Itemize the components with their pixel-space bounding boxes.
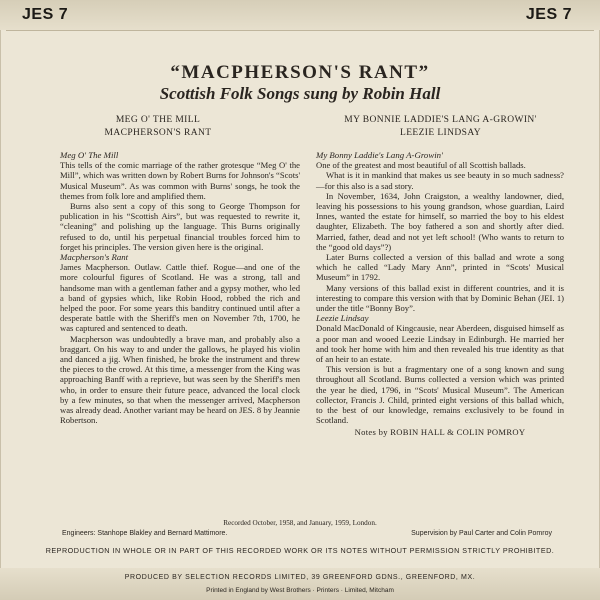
song-list-left — [58, 114, 258, 140]
producer-info: PRODUCED BY SELECTION RECORDS LIMITED, 39 GREENFORD GDNS., GREENFORD, MX. — [124, 574, 476, 581]
notes-column-left — [60, 150, 300, 425]
recording-info: Recorded October, 1958, and January, 1959, London. — [223, 519, 377, 527]
album-subtitle: Scottish Folk Songs sung by Robin Hall — [159, 84, 441, 103]
top-fold-line — [6, 30, 594, 31]
paragraph: What is it in mankind that makes us see beauty in so much sadness?—for this also is a sad story. — [316, 170, 564, 191]
copyright-notice: REPRODUCTION IN WHOLE OR IN PART OF THIS RECORDED WORK OR ITS NOTES WITHOUT PERMISSION STRICTLY PROHIBITED. — [45, 546, 555, 555]
paragraph: This tells of the comic marriage of the rather grotesque “Meg O' the Mill”, which was written down by Robert Burns for Johnson's “Scots' Musical Museum”. As was common with Burns' songs, he took the themes from folk lore and amplified them. — [60, 160, 300, 201]
engineers-credit: Engineers: Stanhope Blakley and Bernard Mattimore. — [62, 530, 228, 537]
section-heading: Leezie Lindsay — [316, 313, 369, 324]
notes-credit: Notes by ROBIN HALL & COLIN POMROY — [354, 427, 526, 438]
paragraph: Many versions of this ballad exist in different countries, and it is interesting to compare this version with that by Dominic Behan (JEI. 1) under the title “Bonny Boy”. — [316, 282, 564, 314]
song-title: MACPHERSON'S RANT — [104, 128, 212, 138]
paragraph: Later Burns collected a version of this ballad and wrote a song which he called “Lady Mary Ann”, printed in “Scots' Musical Museum” in 1792. — [316, 252, 564, 283]
printer-info: Printed in England by West Brothers · Printers · Limited, Mitcham — [206, 587, 394, 594]
section-heading: Meg O' The Mill — [60, 150, 119, 160]
notes-column-right — [316, 150, 564, 438]
song-title: MY BONNIE LADDIE'S LANG A-GROWIN' — [344, 115, 537, 125]
song-title: LEEZIE LINDSAY — [400, 128, 481, 138]
top-flap — [0, 0, 600, 30]
catalog-number-right: JES 7 — [525, 6, 572, 23]
section-heading: My Bonny Laddie's Lang A-Growin' — [316, 150, 443, 160]
song-list-right — [318, 114, 563, 140]
album-title: “MACPHERSON'S RANT” — [170, 62, 430, 83]
paragraph: Burns also sent a copy of this song to George Thompson for publication in his “Scottish Airs”, but was requested to rewrite it, “cleaning” and polishing up the language. This Burns originally refused to do, until his perpetual financial troubles forced him to forget his principles. The version given here is the original. — [60, 201, 300, 252]
paragraph: Donald MacDonald of Kingcausie, near Aberdeen, disguised himself as a poor man and wooed Leezie Lindsay in Edinburgh. He married her and took her home with him and then revealed his true identity as that of an heir to an estate. — [316, 323, 564, 365]
paragraph: Macpherson was undoubtedly a brave man, and probably also a braggart. On his way to and under the gallows, he played his violin and danced a jig. When finished, he broke the instrument and threw the pieces to the crowd. At this time, a messenger from the King was approaching Banff with a reprieve, but was seen by the Sheriff's men who, in order to ensure their future peace, advanced the local clock by a few minutes, so that when the messenger arrived, Macpherson was already dead. Another variant may be heard on JES. 8 by Jeannie Robertson. — [60, 333, 300, 426]
paragraph: James Macpherson. Outlaw. Cattle thief. Rogue—and one of the more colourful figures of Scotland. He was a strong, tall and handsome man with a gentleman father and a gypsy mother, who led a band of gypsies which, like Robin Hood, robbed the rich and helped the poor. For some years this banditry continued until after a desperate battle with the Sheriff's men on November 7th, 1700, he was captured and sentenced to death. — [60, 262, 300, 334]
paragraph: In November, 1634, John Craigston, a wealthy landowner, died, leaving his possessions to his young grandson, whose guardian, Laird Innes, wanted the estate for himself, so married the boy to his eldest daughter, Elizabeth. The boy fathered a son and shortly after died. Married, father, dead and not yet left school! (Who wants to return to the “good old days”?) — [316, 190, 564, 252]
supervision-credit: Supervision by Paul Carter and Colin Pomroy — [411, 530, 552, 537]
bottom-flap — [0, 568, 600, 600]
paragraph: One of the greatest and most beautiful of all Scottish ballads. — [316, 160, 526, 171]
paragraph: This version is but a fragmentary one of a song known and sung throughout all Scotland. Burns collected a version which was printed the year he died, 1796, in “Scots' Musical Museum”. The American collector, Francis J. Child, printed eight versions of this ballad which, to the best of our knowledge, remains exclusively to be found in Scotland. — [316, 364, 564, 426]
song-title: MEG O' THE MILL — [115, 115, 201, 125]
section-heading: Macpherson's Rant — [60, 252, 129, 263]
catalog-number-left: JES 7 — [22, 6, 69, 23]
